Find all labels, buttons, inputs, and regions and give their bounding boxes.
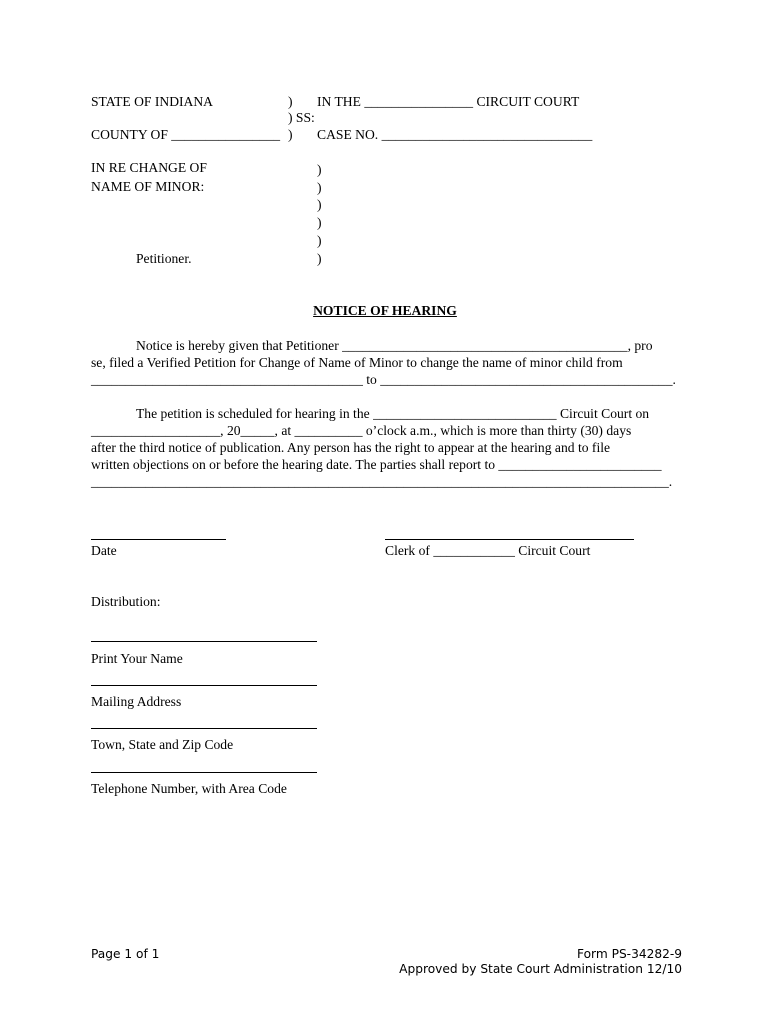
in-re-line-1: IN RE CHANGE OF [91,160,207,175]
form-number: Form PS-34282-9 [577,947,682,961]
county-line: COUNTY OF ________________ [91,127,281,142]
approval-note: Approved by State Court Administration 12/10 [399,962,682,976]
clerk-label: Clerk of ____________ Circuit Court [385,543,591,558]
caption-paren: ) [317,162,322,177]
court-name-line: IN THE ________________ CIRCUIT COURT [317,94,580,109]
petitioner-label: Petitioner. [136,251,192,266]
name-line [91,641,317,642]
page-title: NOTICE OF HEARING [313,303,457,318]
in-re-line-2: NAME OF MINOR: [91,179,205,194]
date-signature-line [91,539,226,540]
address-line [91,685,317,686]
caption-paren: ) [288,127,293,142]
phone-line [91,772,317,773]
caption-paren: ) [317,251,322,266]
notice-line-1: Notice is hereby given that Petitioner __________________________________________, pro [136,338,653,353]
date-label: Date [91,543,117,558]
print-name-label: Print Your Name [91,651,183,666]
caption-paren: ) [317,233,322,248]
hearing-line-3: after the third notice of publication. Any person has the right to appear at the hearing and to file [91,440,611,455]
ss-label: ) SS: [288,110,315,125]
caption-paren: ) [288,94,293,109]
page-number: Page 1 of 1 [91,947,160,961]
caption-paren: ) [317,180,322,195]
hearing-line-2: ___________________, 20_____, at __________ o’clock a.m., which is more than thirty (30) days [91,423,632,438]
state-label: STATE OF INDIANA [91,94,214,109]
caption-paren: ) [317,215,322,230]
town-state-zip-label: Town, State and Zip Code [91,737,234,752]
clerk-signature-line [385,539,634,540]
caption-paren: ) [317,197,322,212]
town-line [91,728,317,729]
mailing-address-label: Mailing Address [91,694,182,709]
hearing-line-4: written objections on or before the hearing date. The parties shall report to ________________________ [91,457,662,472]
case-number-line: CASE NO. _______________________________ [317,127,593,142]
notice-line-2: se, filed a Verified Petition for Change of Name of Minor to change the name of minor child from [91,355,623,370]
hearing-line-5: _____________________________________________________________________________________. [91,474,673,489]
distribution-heading: Distribution: [91,594,161,609]
telephone-label: Telephone Number, with Area Code [91,781,287,796]
hearing-line-1: The petition is scheduled for hearing in the ___________________________ Circuit Court on [136,406,650,421]
notice-line-3: ________________________________________ to ___________________________________________. [91,372,676,387]
